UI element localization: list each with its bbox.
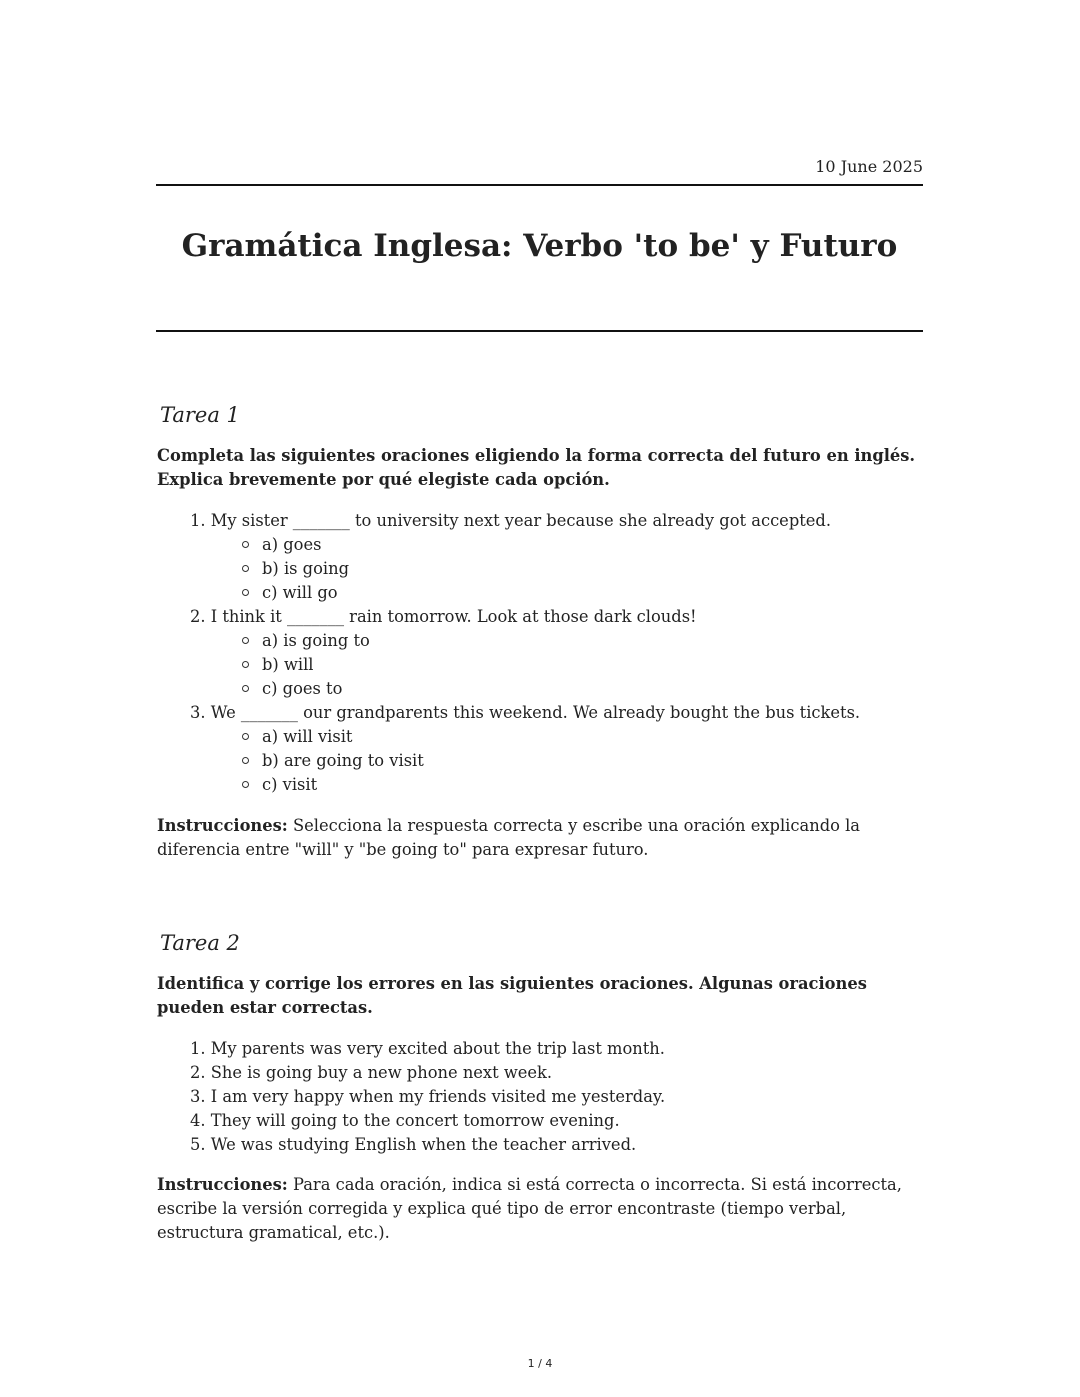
page-title: Gramática Inglesa: Verbo 'to be' y Futuro	[181, 228, 898, 264]
tarea-1-instructions	[157, 814, 927, 862]
header-rule	[156, 184, 923, 186]
question-text: 1. My sister _______ to university next year because she already got accepted.	[190, 511, 832, 530]
tarea-1-questions	[190, 509, 860, 797]
tarea-1-heading: Tarea 1	[160, 403, 240, 427]
question-text: 2. I think it _______ rain tomorrow. Look at those dark clouds!	[190, 607, 697, 626]
option: b) are going to visit	[242, 749, 860, 773]
question-1	[190, 509, 860, 605]
sentence: 5. We was studying English when the teacher arrived.	[190, 1135, 637, 1154]
instructions-text: Para cada oración, indica si está correcta o incorrecta. Si está incorrecta, escribe la versión corregida y explica qué tipo de error encontraste (tiempo verbal, estructura gramatical, etc.).	[157, 1175, 902, 1242]
sentence: 2. She is going buy a new phone next week.	[190, 1063, 553, 1082]
page-number: 1 / 4	[527, 1357, 553, 1370]
sentence: 4. They will going to the concert tomorrow evening.	[190, 1111, 620, 1130]
tarea-1-prompt: Completa las siguientes oraciones eligiendo la forma correcta del futuro en inglés. Explica brevemente por qué elegiste cada opción.	[157, 446, 916, 489]
sentence: 1. My parents was very excited about the trip last month.	[190, 1039, 665, 1058]
option: a) is going to	[242, 629, 860, 653]
option: b) will	[242, 653, 860, 677]
title-rule	[156, 330, 923, 332]
option: a) will visit	[242, 725, 860, 749]
instructions-text: Selecciona la respuesta correcta y escribe una oración explicando la diferencia entre "will" y "be going to" para expresar futuro.	[157, 816, 861, 859]
tarea-2-prompt: Identifica y corrige los errores en las siguientes oraciones. Algunas oraciones pueden estar correctas.	[157, 974, 867, 1017]
option: b) is going	[242, 557, 860, 581]
question-3	[190, 701, 860, 797]
sentence: 3. I am very happy when my friends visited me yesterday.	[190, 1087, 666, 1106]
question-text: 3. We _______ our grandparents this weekend. We already bought the bus tickets.	[190, 703, 861, 722]
option: c) will go	[242, 581, 860, 605]
instructions-label: Instrucciones:	[157, 816, 288, 835]
document-date: 10 June 2025	[815, 157, 923, 176]
tarea-2-heading: Tarea 2	[160, 931, 240, 955]
option: c) goes to	[242, 677, 860, 701]
question-2	[190, 605, 860, 701]
option: c) visit	[242, 773, 860, 797]
tarea-2-sentences	[190, 1037, 665, 1157]
option: a) goes	[242, 533, 860, 557]
tarea-2-instructions	[157, 1173, 927, 1245]
instructions-label: Instrucciones:	[157, 1175, 288, 1194]
